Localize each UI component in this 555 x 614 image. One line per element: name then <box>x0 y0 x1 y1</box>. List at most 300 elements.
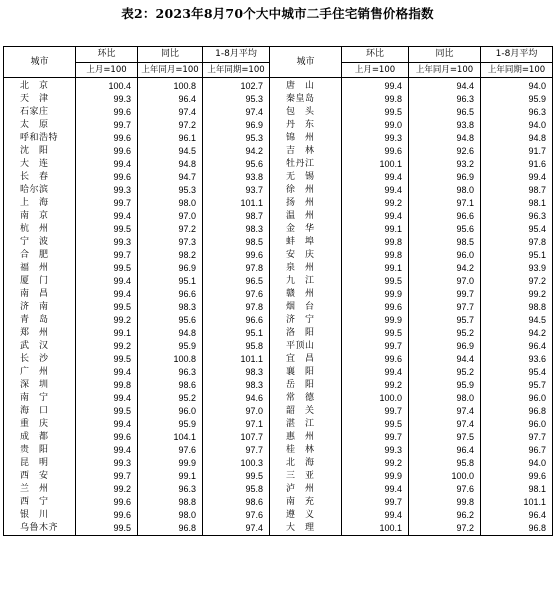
right-yoy-cell: 97.2 <box>409 522 481 536</box>
right-mom-cell: 99.7 <box>342 340 409 353</box>
right-avg-cell: 98.8 <box>481 301 553 314</box>
left-yoy-cell: 100.8 <box>138 80 203 93</box>
left-city-cell: 沈 阳 <box>4 145 76 158</box>
right-yoy-cell: 99.8 <box>409 496 481 509</box>
left-yoy-cell: 99.1 <box>138 470 203 483</box>
right-yoy-cell: 97.5 <box>409 431 481 444</box>
right-avg-cell: 93.6 <box>481 353 553 366</box>
left-avg-cell: 97.8 <box>203 301 270 314</box>
left-mom-cell: 99.6 <box>76 171 138 184</box>
right-mom-cell: 99.0 <box>342 119 409 132</box>
right-city-cell: 烟 台 <box>270 301 342 314</box>
left-yoy-cell: 95.3 <box>138 184 203 197</box>
right-mom-cell: 99.1 <box>342 262 409 275</box>
right-mom-cell: 99.7 <box>342 431 409 444</box>
left-mom-cell: 99.3 <box>76 93 138 106</box>
right-yoy-cell: 94.4 <box>409 353 481 366</box>
right-city-cell: 南 充 <box>270 496 342 509</box>
table-row <box>4 457 553 470</box>
right-mom-cell: 99.9 <box>342 288 409 301</box>
left-yoy-cell: 97.2 <box>138 119 203 132</box>
left-mom-cell: 99.4 <box>76 210 138 223</box>
right-city-cell: 金 华 <box>270 223 342 236</box>
right-yoy-cell: 97.4 <box>409 418 481 431</box>
right-yoy-cell: 99.7 <box>409 288 481 301</box>
table-row <box>4 366 553 379</box>
right-yoy-cell: 95.2 <box>409 366 481 379</box>
right-yoy-cell: 95.7 <box>409 314 481 327</box>
left-avg-cell: 97.1 <box>203 418 270 431</box>
table-row <box>4 262 553 275</box>
right-avg-cell: 98.1 <box>481 197 553 210</box>
header-avg-left: 1-8月平均 <box>203 47 270 63</box>
left-avg-cell: 98.3 <box>203 223 270 236</box>
left-mom-cell: 99.4 <box>76 275 138 288</box>
left-yoy-cell: 98.6 <box>138 379 203 392</box>
left-yoy-cell: 97.6 <box>138 444 203 457</box>
left-yoy-cell: 98.0 <box>138 509 203 522</box>
left-avg-cell: 99.6 <box>203 249 270 262</box>
left-mom-cell: 99.5 <box>76 522 138 536</box>
right-mom-cell: 99.4 <box>342 184 409 197</box>
left-avg-cell: 95.8 <box>203 483 270 496</box>
right-mom-cell: 99.4 <box>342 509 409 522</box>
header-yoy-right: 同比 <box>409 47 481 63</box>
right-avg-cell: 96.0 <box>481 392 553 405</box>
right-mom-cell: 99.5 <box>342 327 409 340</box>
left-mom-cell: 99.5 <box>76 405 138 418</box>
right-yoy-cell: 98.0 <box>409 184 481 197</box>
right-avg-cell: 91.6 <box>481 158 553 171</box>
right-yoy-cell: 96.0 <box>409 249 481 262</box>
left-avg-cell: 95.3 <box>203 132 270 145</box>
right-avg-cell: 95.1 <box>481 249 553 262</box>
left-city-cell: 贵 阳 <box>4 444 76 457</box>
left-city-cell: 杭 州 <box>4 223 76 236</box>
right-mom-cell: 99.8 <box>342 249 409 262</box>
left-city-cell: 郑 州 <box>4 327 76 340</box>
left-yoy-cell: 94.8 <box>138 327 203 340</box>
right-yoy-cell: 94.8 <box>409 132 481 145</box>
left-mom-cell: 99.4 <box>76 288 138 301</box>
right-avg-cell: 93.9 <box>481 262 553 275</box>
left-city-cell: 哈尔滨 <box>4 184 76 197</box>
right-avg-cell: 96.4 <box>481 509 553 522</box>
left-mom-cell: 99.3 <box>76 236 138 249</box>
right-city-cell: 常 德 <box>270 392 342 405</box>
right-avg-cell: 96.0 <box>481 418 553 431</box>
right-yoy-cell: 96.6 <box>409 210 481 223</box>
right-city-cell: 唐 山 <box>270 80 342 93</box>
table-row <box>4 301 553 314</box>
table-row <box>4 93 553 106</box>
right-city-cell: 吉 林 <box>270 145 342 158</box>
right-avg-cell: 96.7 <box>481 444 553 457</box>
left-avg-cell: 97.6 <box>203 509 270 522</box>
left-mom-cell: 99.8 <box>76 379 138 392</box>
header-mom-left: 环比 <box>76 47 138 63</box>
right-mom-cell: 100.0 <box>342 392 409 405</box>
left-city-cell: 乌鲁木齐 <box>4 522 76 536</box>
right-yoy-cell: 96.3 <box>409 93 481 106</box>
right-yoy-cell: 94.4 <box>409 80 481 93</box>
right-yoy-cell: 95.9 <box>409 379 481 392</box>
left-mom-cell: 99.2 <box>76 314 138 327</box>
left-yoy-cell: 99.9 <box>138 457 203 470</box>
right-yoy-cell: 96.4 <box>409 444 481 457</box>
right-city-cell: 锦 州 <box>270 132 342 145</box>
left-city-cell: 宁 波 <box>4 236 76 249</box>
table-row <box>4 145 553 158</box>
header-yoy-left: 同比 <box>138 47 203 63</box>
left-yoy-cell: 97.0 <box>138 210 203 223</box>
left-yoy-cell: 96.9 <box>138 262 203 275</box>
right-city-cell: 韶 关 <box>270 405 342 418</box>
right-avg-cell: 97.2 <box>481 275 553 288</box>
right-mom-cell: 99.4 <box>342 80 409 93</box>
right-city-cell: 遵 义 <box>270 509 342 522</box>
left-yoy-cell: 96.8 <box>138 522 203 536</box>
left-mom-cell: 99.2 <box>76 483 138 496</box>
right-mom-cell: 99.9 <box>342 314 409 327</box>
right-city-cell: 泸 州 <box>270 483 342 496</box>
left-city-cell: 西 安 <box>4 470 76 483</box>
header-avg-right: 1-8月平均 <box>481 47 553 63</box>
left-city-cell: 银 川 <box>4 509 76 522</box>
right-avg-cell: 99.4 <box>481 171 553 184</box>
right-yoy-cell: 98.0 <box>409 392 481 405</box>
right-avg-cell: 96.4 <box>481 340 553 353</box>
right-mom-cell: 99.4 <box>342 366 409 379</box>
left-avg-cell: 102.7 <box>203 80 270 93</box>
left-city-cell: 北 京 <box>4 80 76 93</box>
table-row <box>4 392 553 405</box>
table-row <box>4 314 553 327</box>
right-city-cell: 秦皇岛 <box>270 93 342 106</box>
right-avg-cell: 94.2 <box>481 327 553 340</box>
right-city-cell: 洛 阳 <box>270 327 342 340</box>
right-yoy-cell: 97.7 <box>409 301 481 314</box>
table-row <box>4 106 553 119</box>
right-avg-cell: 101.1 <box>481 496 553 509</box>
left-avg-cell: 94.2 <box>203 145 270 158</box>
left-avg-cell: 93.7 <box>203 184 270 197</box>
table-row <box>4 275 553 288</box>
left-avg-cell: 94.6 <box>203 392 270 405</box>
left-yoy-cell: 94.7 <box>138 171 203 184</box>
right-avg-cell: 94.0 <box>481 80 553 93</box>
left-city-cell: 成 都 <box>4 431 76 444</box>
table-row <box>4 496 553 509</box>
left-yoy-cell: 96.6 <box>138 288 203 301</box>
left-mom-cell: 99.7 <box>76 470 138 483</box>
left-mom-cell: 99.6 <box>76 431 138 444</box>
left-mom-cell: 99.4 <box>76 366 138 379</box>
table-row <box>4 288 553 301</box>
left-city-cell: 广 州 <box>4 366 76 379</box>
right-mom-cell: 99.6 <box>342 301 409 314</box>
left-mom-cell: 99.7 <box>76 119 138 132</box>
left-mom-cell: 99.5 <box>76 262 138 275</box>
left-avg-cell: 96.5 <box>203 275 270 288</box>
left-avg-cell: 96.6 <box>203 314 270 327</box>
header-mom-base-right: 上月=100 <box>342 63 409 78</box>
left-yoy-cell: 100.8 <box>138 353 203 366</box>
right-avg-cell: 96.8 <box>481 522 553 536</box>
right-avg-cell: 94.5 <box>481 314 553 327</box>
left-avg-cell: 97.4 <box>203 106 270 119</box>
right-city-cell: 湛 江 <box>270 418 342 431</box>
left-mom-cell: 99.5 <box>76 223 138 236</box>
right-mom-cell: 99.2 <box>342 379 409 392</box>
left-yoy-cell: 97.4 <box>138 106 203 119</box>
left-city-cell: 石家庄 <box>4 106 76 119</box>
left-mom-cell: 99.4 <box>76 444 138 457</box>
right-city-cell: 北 海 <box>270 457 342 470</box>
right-yoy-cell: 97.6 <box>409 483 481 496</box>
left-yoy-cell: 98.2 <box>138 249 203 262</box>
left-mom-cell: 99.2 <box>76 340 138 353</box>
right-avg-cell: 95.9 <box>481 93 553 106</box>
left-avg-cell: 101.1 <box>203 353 270 366</box>
right-avg-cell: 91.7 <box>481 145 553 158</box>
right-mom-cell: 99.3 <box>342 132 409 145</box>
table-row <box>4 249 553 262</box>
left-avg-cell: 97.4 <box>203 522 270 536</box>
right-yoy-cell: 96.5 <box>409 106 481 119</box>
left-yoy-cell: 95.2 <box>138 392 203 405</box>
right-avg-cell: 99.2 <box>481 288 553 301</box>
left-yoy-cell: 95.9 <box>138 418 203 431</box>
right-yoy-cell: 93.2 <box>409 158 481 171</box>
table-row <box>4 379 553 392</box>
left-city-cell: 兰 州 <box>4 483 76 496</box>
table-row <box>4 119 553 132</box>
left-avg-cell: 95.8 <box>203 340 270 353</box>
table-row <box>4 171 553 184</box>
left-yoy-cell: 98.8 <box>138 496 203 509</box>
left-city-cell: 武 汉 <box>4 340 76 353</box>
right-mom-cell: 99.3 <box>342 444 409 457</box>
left-mom-cell: 99.3 <box>76 457 138 470</box>
left-avg-cell: 97.0 <box>203 405 270 418</box>
table-row <box>4 509 553 522</box>
left-avg-cell: 95.6 <box>203 158 270 171</box>
left-yoy-cell: 94.8 <box>138 158 203 171</box>
left-city-cell: 南 宁 <box>4 392 76 405</box>
header-avg-base-right: 上年同期=100 <box>481 63 553 78</box>
right-yoy-cell: 95.8 <box>409 457 481 470</box>
right-city-cell: 平顶山 <box>270 340 342 353</box>
left-yoy-cell: 98.0 <box>138 197 203 210</box>
left-mom-cell: 99.7 <box>76 249 138 262</box>
left-mom-cell: 99.6 <box>76 106 138 119</box>
right-yoy-cell: 95.2 <box>409 327 481 340</box>
table-row <box>4 184 553 197</box>
right-yoy-cell: 95.6 <box>409 223 481 236</box>
right-yoy-cell: 96.9 <box>409 171 481 184</box>
left-city-cell: 长 沙 <box>4 353 76 366</box>
left-avg-cell: 107.7 <box>203 431 270 444</box>
right-mom-cell: 100.1 <box>342 522 409 536</box>
right-yoy-cell: 94.2 <box>409 262 481 275</box>
right-avg-cell: 95.7 <box>481 379 553 392</box>
left-yoy-cell: 96.3 <box>138 483 203 496</box>
right-mom-cell: 99.6 <box>342 353 409 366</box>
table-row <box>4 340 553 353</box>
right-yoy-cell: 97.0 <box>409 275 481 288</box>
left-yoy-cell: 96.1 <box>138 132 203 145</box>
right-city-cell: 岳 阳 <box>270 379 342 392</box>
right-city-cell: 宜 昌 <box>270 353 342 366</box>
left-yoy-cell: 97.3 <box>138 236 203 249</box>
left-city-cell: 南 京 <box>4 210 76 223</box>
right-city-cell: 包 头 <box>270 106 342 119</box>
header-avg-base-left: 上年同期=100 <box>203 63 270 78</box>
left-mom-cell: 99.6 <box>76 132 138 145</box>
left-mom-cell: 99.6 <box>76 509 138 522</box>
right-city-cell: 三 亚 <box>270 470 342 483</box>
right-mom-cell: 99.7 <box>342 496 409 509</box>
right-yoy-cell: 97.4 <box>409 405 481 418</box>
left-avg-cell: 101.1 <box>203 197 270 210</box>
left-city-cell: 西 宁 <box>4 496 76 509</box>
left-mom-cell: 99.3 <box>76 184 138 197</box>
right-avg-cell: 94.8 <box>481 132 553 145</box>
right-city-cell: 安 庆 <box>270 249 342 262</box>
left-mom-cell: 99.7 <box>76 197 138 210</box>
right-mom-cell: 99.5 <box>342 106 409 119</box>
header-row-top <box>4 47 553 63</box>
right-mom-cell: 99.2 <box>342 197 409 210</box>
table-row <box>4 418 553 431</box>
left-yoy-cell: 95.6 <box>138 314 203 327</box>
left-city-cell: 青 岛 <box>4 314 76 327</box>
left-mom-cell: 99.6 <box>76 496 138 509</box>
left-city-cell: 南 昌 <box>4 288 76 301</box>
right-mom-cell: 100.1 <box>342 158 409 171</box>
left-avg-cell: 97.8 <box>203 262 270 275</box>
right-city-cell: 扬 州 <box>270 197 342 210</box>
right-mom-cell: 99.1 <box>342 223 409 236</box>
header-yoy-base-left: 上年同月=100 <box>138 63 203 78</box>
left-yoy-cell: 96.3 <box>138 366 203 379</box>
right-avg-cell: 95.4 <box>481 366 553 379</box>
right-city-cell: 襄 阳 <box>270 366 342 379</box>
right-avg-cell: 96.3 <box>481 210 553 223</box>
left-city-cell: 重 庆 <box>4 418 76 431</box>
left-yoy-cell: 96.4 <box>138 93 203 106</box>
table-row <box>4 158 553 171</box>
right-yoy-cell: 96.2 <box>409 509 481 522</box>
left-avg-cell: 96.9 <box>203 119 270 132</box>
right-city-cell: 无 锡 <box>270 171 342 184</box>
right-city-cell: 九 江 <box>270 275 342 288</box>
left-avg-cell: 95.3 <box>203 93 270 106</box>
right-yoy-cell: 93.8 <box>409 119 481 132</box>
right-mom-cell: 99.2 <box>342 457 409 470</box>
left-mom-cell: 99.1 <box>76 327 138 340</box>
left-yoy-cell: 95.9 <box>138 340 203 353</box>
left-avg-cell: 98.3 <box>203 379 270 392</box>
header-city-right: 城市 <box>270 47 342 78</box>
left-avg-cell: 98.6 <box>203 496 270 509</box>
table-body <box>4 78 553 536</box>
right-avg-cell: 96.3 <box>481 106 553 119</box>
table-row <box>4 353 553 366</box>
table-row <box>4 444 553 457</box>
left-avg-cell: 98.7 <box>203 210 270 223</box>
left-city-cell: 深 圳 <box>4 379 76 392</box>
right-mom-cell: 99.5 <box>342 275 409 288</box>
right-avg-cell: 96.8 <box>481 405 553 418</box>
left-avg-cell: 97.7 <box>203 444 270 457</box>
left-mom-cell: 99.4 <box>76 158 138 171</box>
left-mom-cell: 99.6 <box>76 145 138 158</box>
right-avg-cell: 97.8 <box>481 236 553 249</box>
table-row <box>4 522 553 536</box>
table-row <box>4 483 553 496</box>
right-mom-cell: 99.4 <box>342 171 409 184</box>
right-city-cell: 赣 州 <box>270 288 342 301</box>
table-row <box>4 80 553 93</box>
left-city-cell: 太 原 <box>4 119 76 132</box>
table-row <box>4 327 553 340</box>
right-city-cell: 蚌 埠 <box>270 236 342 249</box>
right-mom-cell: 99.8 <box>342 236 409 249</box>
header-mom-base-left: 上月=100 <box>76 63 138 78</box>
left-avg-cell: 98.3 <box>203 366 270 379</box>
left-avg-cell: 93.8 <box>203 171 270 184</box>
right-avg-cell: 98.1 <box>481 483 553 496</box>
header-yoy-base-right: 上年同月=100 <box>409 63 481 78</box>
right-city-cell: 济 宁 <box>270 314 342 327</box>
left-city-cell: 厦 门 <box>4 275 76 288</box>
header-mom-right: 环比 <box>342 47 409 63</box>
right-city-cell: 泉 州 <box>270 262 342 275</box>
left-yoy-cell: 94.5 <box>138 145 203 158</box>
right-avg-cell: 94.0 <box>481 119 553 132</box>
left-city-cell: 长 春 <box>4 171 76 184</box>
right-yoy-cell: 97.1 <box>409 197 481 210</box>
table-row <box>4 431 553 444</box>
right-mom-cell: 99.6 <box>342 145 409 158</box>
left-city-cell: 福 州 <box>4 262 76 275</box>
left-city-cell: 济 南 <box>4 301 76 314</box>
right-mom-cell: 99.4 <box>342 210 409 223</box>
left-city-cell: 天 津 <box>4 93 76 106</box>
right-yoy-cell: 92.6 <box>409 145 481 158</box>
table-row <box>4 223 553 236</box>
right-yoy-cell: 96.9 <box>409 340 481 353</box>
right-avg-cell: 97.7 <box>481 431 553 444</box>
right-avg-cell: 98.7 <box>481 184 553 197</box>
right-mom-cell: 99.5 <box>342 418 409 431</box>
left-city-cell: 呼和浩特 <box>4 132 76 145</box>
right-city-cell: 温 州 <box>270 210 342 223</box>
left-avg-cell: 95.1 <box>203 327 270 340</box>
left-avg-cell: 98.5 <box>203 236 270 249</box>
left-city-cell: 合 肥 <box>4 249 76 262</box>
right-city-cell: 牡丹江 <box>270 158 342 171</box>
left-yoy-cell: 96.0 <box>138 405 203 418</box>
left-yoy-cell: 98.3 <box>138 301 203 314</box>
right-city-cell: 丹 东 <box>270 119 342 132</box>
left-avg-cell: 100.3 <box>203 457 270 470</box>
right-city-cell: 惠 州 <box>270 431 342 444</box>
right-mom-cell: 99.9 <box>342 470 409 483</box>
left-city-cell: 海 口 <box>4 405 76 418</box>
